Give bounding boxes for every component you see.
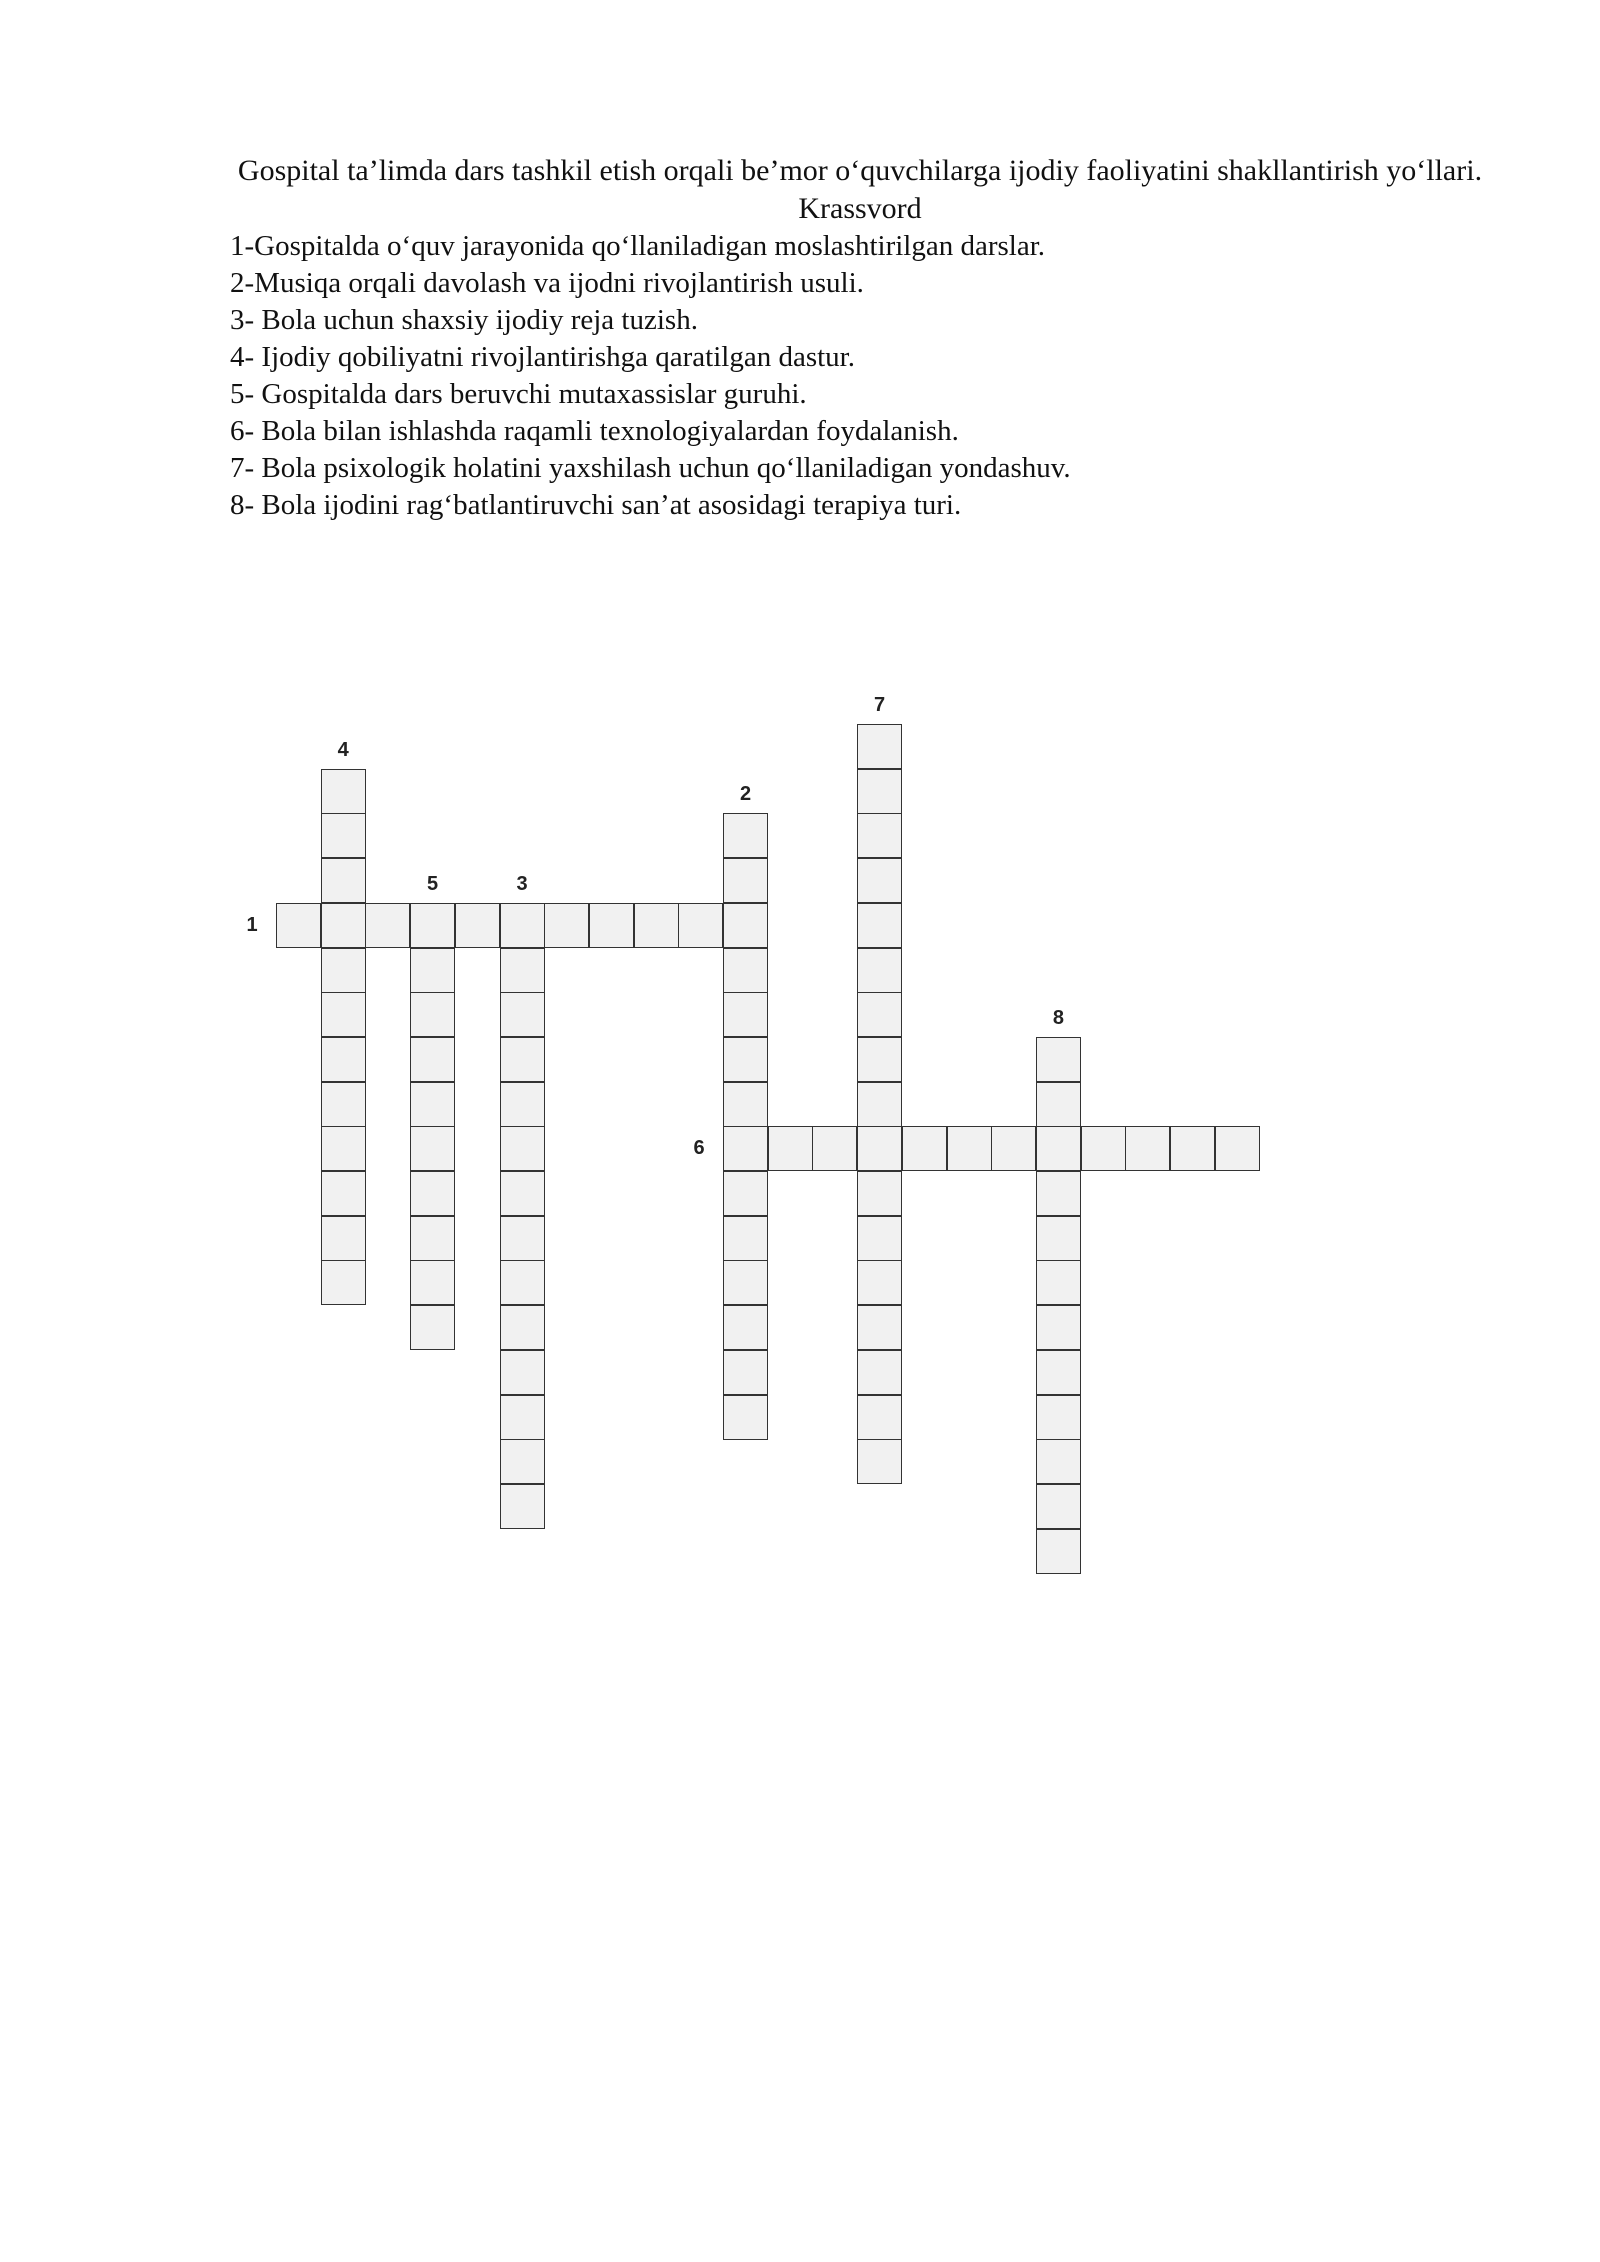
crossword-cell[interactable] bbox=[1036, 1037, 1081, 1082]
crossword-cell[interactable] bbox=[410, 1260, 455, 1305]
crossword-cell[interactable] bbox=[455, 903, 500, 948]
crossword-cell[interactable] bbox=[500, 948, 545, 993]
crossword-cell[interactable] bbox=[544, 903, 589, 948]
crossword-cell[interactable] bbox=[321, 992, 366, 1037]
crossword-cell[interactable] bbox=[678, 903, 723, 948]
crossword-cell[interactable] bbox=[723, 1305, 768, 1350]
crossword-cell[interactable] bbox=[410, 1216, 455, 1261]
crossword-cell[interactable] bbox=[500, 1305, 545, 1350]
crossword-cell[interactable] bbox=[857, 1439, 902, 1484]
clue-1: 1-Gospitalda o‘quv jarayonida qo‘llaniladigan moslashtirilgan darslar. bbox=[230, 230, 1046, 262]
crossword-cell[interactable] bbox=[1170, 1126, 1215, 1171]
crossword-cell[interactable] bbox=[857, 1082, 902, 1127]
crossword-cell[interactable] bbox=[410, 1037, 455, 1082]
crossword-cell[interactable] bbox=[857, 858, 902, 903]
clue-2: 2-Musiqa orqali davolash va ijodni rivojlantirish usuli. bbox=[230, 267, 864, 299]
crossword-cell[interactable] bbox=[1036, 1350, 1081, 1395]
crossword-cell[interactable] bbox=[723, 813, 768, 858]
crossword-cell[interactable] bbox=[500, 1350, 545, 1395]
crossword-cell[interactable] bbox=[1036, 1529, 1081, 1574]
clue-number-4: 4 bbox=[337, 738, 349, 761]
crossword-cell[interactable] bbox=[321, 948, 366, 993]
crossword-cell[interactable] bbox=[321, 769, 366, 814]
crossword-cell[interactable] bbox=[500, 1260, 545, 1305]
crossword-cell[interactable] bbox=[410, 1171, 455, 1216]
crossword-cell[interactable] bbox=[321, 1171, 366, 1216]
crossword-cell[interactable] bbox=[857, 1395, 902, 1440]
crossword-cell[interactable] bbox=[410, 1305, 455, 1350]
clue-number-7: 7 bbox=[874, 694, 886, 716]
crossword-cell[interactable] bbox=[723, 1037, 768, 1082]
crossword-cell[interactable] bbox=[857, 1171, 902, 1216]
crossword-cell[interactable] bbox=[857, 1305, 902, 1350]
crossword-cell[interactable] bbox=[723, 1126, 768, 1171]
crossword-cell[interactable] bbox=[500, 1439, 545, 1484]
crossword-cell[interactable] bbox=[902, 1126, 947, 1171]
crossword-cell[interactable] bbox=[500, 1216, 545, 1261]
crossword-cell[interactable] bbox=[991, 1126, 1036, 1171]
crossword-cell[interactable] bbox=[723, 1082, 768, 1127]
crossword-cell[interactable] bbox=[589, 903, 634, 948]
crossword-cell[interactable] bbox=[321, 1037, 366, 1082]
crossword-cell[interactable] bbox=[500, 1126, 545, 1171]
clue-5: 5- Gospitalda dars beruvchi mutaxassislar guruhi. bbox=[230, 378, 807, 410]
crossword-cell[interactable] bbox=[857, 769, 902, 814]
crossword-cell[interactable] bbox=[321, 858, 366, 903]
clue-number-2: 2 bbox=[739, 783, 752, 806]
crossword-cell[interactable] bbox=[410, 948, 455, 993]
clue-3: 3- Bola uchun shaxsiy ijodiy reja tuzish. bbox=[230, 304, 698, 336]
crossword-cell[interactable] bbox=[500, 1484, 545, 1529]
crossword-cell[interactable] bbox=[1036, 1260, 1081, 1305]
crossword-cell[interactable] bbox=[723, 1350, 768, 1395]
clue-number-5: 5 bbox=[427, 872, 439, 895]
crossword-cell[interactable] bbox=[276, 903, 321, 948]
crossword-cell[interactable] bbox=[634, 903, 679, 948]
crossword-cell[interactable] bbox=[857, 1350, 902, 1395]
crossword-cell[interactable] bbox=[500, 992, 545, 1037]
crossword-cell[interactable] bbox=[410, 903, 455, 948]
crossword-cell[interactable] bbox=[500, 1395, 545, 1440]
crossword-cell[interactable] bbox=[500, 1037, 545, 1082]
crossword-cell[interactable] bbox=[723, 1395, 768, 1440]
crossword-cell[interactable] bbox=[857, 813, 902, 858]
crossword-cell[interactable] bbox=[500, 1082, 545, 1127]
crossword-cell[interactable] bbox=[857, 903, 902, 948]
crossword-cell[interactable] bbox=[1036, 1305, 1081, 1350]
clue-number-1: 1 bbox=[246, 913, 258, 936]
crossword-cell[interactable] bbox=[321, 1216, 366, 1261]
crossword-cell[interactable] bbox=[857, 1037, 902, 1082]
crossword-cell[interactable] bbox=[1036, 1439, 1081, 1484]
crossword-cell[interactable] bbox=[723, 903, 768, 948]
clue-4: 4- Ijodiy qobiliyatni rivojlantirishga qaratilgan dastur. bbox=[230, 341, 855, 373]
crossword-cell[interactable] bbox=[410, 1126, 455, 1171]
crossword-cell[interactable] bbox=[500, 1171, 545, 1216]
crossword-cell[interactable] bbox=[857, 992, 902, 1037]
clue-number-6: 6 bbox=[693, 1137, 705, 1160]
crossword-cell[interactable] bbox=[947, 1126, 992, 1171]
clue-6: 6- Bola bilan ishlashda raqamli texnologiyalardan foydalanish. bbox=[230, 415, 959, 447]
page-title: Gospital ta’limda dars tashkil etish orqali be’mor o‘quvchilarga ijodiy faoliyatini shakllantirish yo‘llari. Krassvord bbox=[237, 154, 1483, 225]
crossword-cell[interactable] bbox=[723, 1171, 768, 1216]
crossword-cell[interactable] bbox=[410, 992, 455, 1037]
crossword-cell[interactable] bbox=[1036, 1126, 1081, 1171]
crossword-cell[interactable] bbox=[857, 948, 902, 993]
crossword-cell[interactable] bbox=[321, 813, 366, 858]
crossword-cell[interactable] bbox=[410, 1082, 455, 1127]
crossword-cell[interactable] bbox=[321, 1082, 366, 1127]
crossword-cell[interactable] bbox=[321, 1260, 366, 1305]
crossword-cell[interactable] bbox=[857, 724, 902, 769]
crossword-cell[interactable] bbox=[857, 1260, 902, 1305]
crossword-cell[interactable] bbox=[1036, 1171, 1081, 1216]
crossword-cell[interactable] bbox=[500, 903, 545, 948]
crossword-cell[interactable] bbox=[1215, 1126, 1260, 1171]
crossword-cell[interactable] bbox=[812, 1126, 857, 1171]
crossword-cell[interactable] bbox=[857, 1216, 902, 1261]
crossword-cell[interactable] bbox=[723, 858, 768, 903]
clue-8: 8- Bola ijodini rag‘batlantiruvchi san’at asosidagi terapiya turi. bbox=[230, 489, 962, 521]
crossword-cell[interactable] bbox=[857, 1126, 902, 1171]
crossword-cell[interactable] bbox=[1125, 1126, 1170, 1171]
crossword-cell[interactable] bbox=[365, 903, 410, 948]
crossword-cell[interactable] bbox=[321, 903, 366, 948]
crossword-cell[interactable] bbox=[723, 992, 768, 1037]
crossword-cell[interactable] bbox=[768, 1126, 813, 1171]
crossword-cell[interactable] bbox=[1036, 1395, 1081, 1440]
crossword-cell[interactable] bbox=[1081, 1126, 1126, 1171]
crossword-cell[interactable] bbox=[321, 1126, 366, 1171]
crossword-cell[interactable] bbox=[723, 1216, 768, 1261]
crossword-cell[interactable] bbox=[723, 948, 768, 993]
crossword-cell[interactable] bbox=[1036, 1484, 1081, 1529]
clue-number-3: 3 bbox=[516, 872, 528, 895]
clue-7: 7- Bola psixologik holatini yaxshilash uchun qo‘llaniladigan yondashuv. bbox=[230, 452, 1071, 484]
crossword-cell[interactable] bbox=[1036, 1082, 1081, 1127]
crossword-cell[interactable] bbox=[723, 1260, 768, 1305]
crossword-cell[interactable] bbox=[1036, 1216, 1081, 1261]
clue-number-8: 8 bbox=[1052, 1006, 1064, 1029]
